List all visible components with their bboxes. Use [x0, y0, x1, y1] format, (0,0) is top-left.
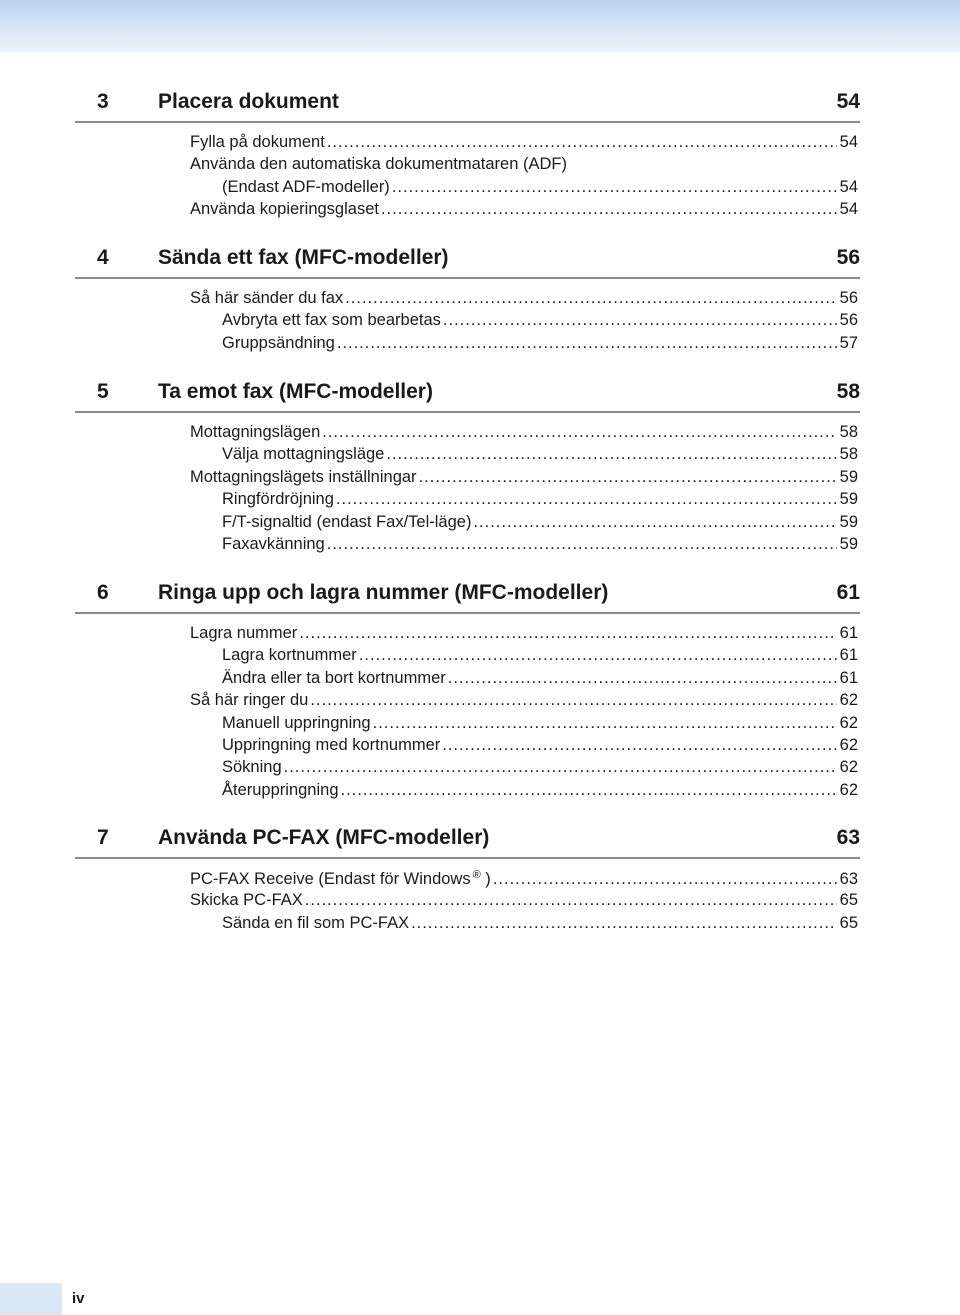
dot-leader: [473, 513, 836, 532]
chapter-number: 3: [97, 90, 109, 113]
dot-leader: [419, 468, 837, 487]
toc-entry[interactable]: [75, 736, 860, 758]
toc-entry-title: Sända en fil som PC-FAX: [222, 913, 410, 932]
toc-entry-page: 65: [839, 891, 858, 910]
toc-entry[interactable]: [75, 311, 860, 333]
toc-entry-title: Fylla på dokument: [190, 133, 325, 151]
toc-entry[interactable]: [75, 535, 860, 557]
toc-entry-title: Använda den automatiska dokumentmataren (ADF): [190, 155, 567, 174]
toc-entry-page: 61: [839, 624, 858, 642]
toc-entry-text: [222, 178, 390, 197]
dot-leader: [284, 758, 837, 777]
chapter-page-number: 56: [836, 246, 860, 269]
toc-entry-page: 57: [839, 333, 858, 352]
toc-entry-page: 54: [839, 200, 858, 219]
toc-entry-text: [190, 133, 325, 152]
toc-entry-text: [190, 468, 417, 487]
header-band: [0, 0, 960, 52]
dot-leader: [381, 200, 837, 219]
toc-entry-page: 62: [839, 713, 858, 732]
toc-entry-text: [222, 736, 440, 755]
chapter-number: 6: [97, 581, 109, 604]
chapter-3: [75, 85, 860, 223]
toc-entry-text: [222, 334, 335, 353]
toc-entry-title: (Endast ADF-modeller): [222, 177, 390, 196]
entry-list: [75, 624, 860, 803]
toc-entry[interactable]: [75, 869, 860, 891]
toc-entry-title: Avbryta ett fax som bearbetas: [222, 311, 441, 330]
toc-entry-title: Mottagningslägen: [190, 423, 321, 441]
toc-entry[interactable]: [75, 646, 860, 668]
toc-entry-page: 59: [839, 512, 858, 531]
toc-entry-title: Så här sänder du fax: [190, 289, 344, 307]
toc-entry-text: [222, 311, 441, 330]
dot-leader: [493, 870, 837, 889]
chapter-4: [75, 241, 860, 356]
toc-entry-page: 58: [839, 445, 858, 464]
toc-entry-text: [222, 445, 384, 464]
dot-leader: [327, 535, 837, 554]
chapter-heading[interactable]: [75, 821, 860, 859]
toc-entry-title: Mottagningslägets inställningar: [190, 467, 417, 486]
dot-leader: [345, 289, 836, 308]
toc-entry-page: 56: [839, 289, 858, 307]
toc-entry-text: [190, 869, 491, 889]
toc-entry-page: 62: [839, 758, 858, 777]
chapter-heading[interactable]: [75, 576, 860, 614]
toc-entry-page: 62: [839, 735, 858, 754]
toc-entry-title: Ringfördröjning: [222, 490, 334, 509]
toc-entry[interactable]: [75, 891, 860, 913]
toc-entry-title: Återuppringning: [222, 780, 339, 799]
entry-list: [75, 423, 860, 557]
dot-leader: [359, 646, 837, 665]
dot-leader: [442, 736, 836, 755]
toc-entry-text: [222, 714, 371, 733]
toc-entry-title: Lagra kortnummer: [222, 646, 357, 665]
toc-entry-title: Uppringning med kortnummer: [222, 735, 441, 754]
chapter-page-number: 54: [836, 90, 860, 113]
toc-entry[interactable]: [75, 155, 860, 177]
toc-entry-title: Faxavkänning: [222, 534, 325, 553]
toc-entry-text: [190, 289, 343, 308]
dot-leader: [299, 624, 836, 643]
toc-entry-title: Gruppsändning: [222, 333, 335, 352]
toc-entry-title: Ändra eller ta bort kortnummer: [222, 668, 446, 687]
dot-leader: [305, 891, 837, 910]
dot-leader: [373, 714, 837, 733]
chapter-page-number: 63: [836, 826, 860, 849]
registered-mark: ®: [472, 869, 481, 881]
dot-leader: [322, 423, 836, 442]
chapter-number: 4: [97, 246, 109, 269]
toc-entry[interactable]: [75, 513, 860, 535]
toc-entry[interactable]: [75, 691, 860, 713]
toc-entry[interactable]: [75, 289, 860, 311]
toc-entry-title: Välja mottagningsläge: [222, 445, 385, 464]
dot-leader: [411, 914, 837, 933]
entry-list: [75, 869, 860, 936]
toc-entry-page: 62: [839, 780, 858, 799]
toc-entry[interactable]: [75, 758, 860, 780]
toc-entry-text: [222, 781, 339, 800]
chapter-title: Ringa upp och lagra nummer (MFC-modeller): [158, 581, 609, 604]
toc-entry-text: [222, 490, 334, 509]
toc-entry[interactable]: [75, 334, 860, 356]
toc-entry-title: Manuell uppringning: [222, 713, 371, 732]
toc-entry-text: [222, 758, 282, 777]
chapter-title: Ta emot fax (MFC-modeller): [158, 380, 433, 403]
chapter-heading[interactable]: [75, 85, 860, 123]
entry-list: [75, 133, 860, 223]
dot-leader: [448, 669, 837, 688]
entry-list: [75, 289, 860, 356]
dot-leader: [337, 334, 837, 353]
toc-entry-title: Lagra nummer: [190, 624, 298, 642]
toc-entry-page: 63: [839, 870, 858, 888]
toc-entry-text: [190, 200, 379, 219]
dot-leader: [336, 490, 837, 509]
toc-entry-page: 59: [839, 490, 858, 509]
toc-entry-text: [190, 891, 303, 910]
toc-entry-page: 59: [839, 534, 858, 553]
toc-entry-page: 61: [839, 668, 858, 687]
toc-entry-page: 54: [839, 177, 858, 196]
toc-entry[interactable]: [75, 781, 860, 803]
toc-entry-text: [190, 423, 320, 442]
toc-entry-text: [222, 914, 409, 933]
toc-entry-page: 54: [839, 133, 858, 151]
toc-entry-title: PC-FAX Receive (Endast för Windows: [190, 870, 471, 888]
toc-entry-page: 61: [839, 646, 858, 665]
dot-leader: [341, 781, 837, 800]
chapter-number: 5: [97, 380, 109, 403]
chapter-7: [75, 821, 860, 936]
dot-leader: [327, 133, 837, 152]
toc-entry[interactable]: [75, 468, 860, 490]
toc-entry-title: Så här ringer du: [190, 691, 309, 710]
dot-leader: [443, 311, 837, 330]
toc-entry[interactable]: [75, 714, 860, 736]
toc-entry-text: [190, 624, 297, 643]
chapter-heading[interactable]: [75, 375, 860, 413]
toc-entry[interactable]: [75, 200, 860, 222]
dot-leader: [392, 178, 837, 197]
toc-entry-text: [222, 669, 446, 688]
dot-leader: [310, 691, 836, 710]
chapter-title: Sända ett fax (MFC-modeller): [158, 246, 449, 269]
toc-entry-text: [222, 535, 325, 554]
toc-entry[interactable]: [75, 133, 860, 155]
toc-entry-text: [222, 646, 357, 665]
chapter-page-number: 61: [836, 581, 860, 604]
toc-entry-page: 62: [839, 691, 858, 710]
chapter-6: [75, 576, 860, 803]
toc-entry[interactable]: [75, 490, 860, 512]
footer-band: [0, 1283, 62, 1315]
toc-entry[interactable]: [75, 624, 860, 646]
toc-entry[interactable]: [75, 445, 860, 467]
toc-entry-text: [190, 691, 308, 710]
toc-entry-title: Skicka PC-FAX: [190, 891, 303, 910]
dot-leader: [386, 445, 836, 464]
chapter-heading[interactable]: [75, 241, 860, 279]
toc-entry-page: 58: [839, 423, 858, 441]
toc-entry-text: [190, 155, 567, 174]
toc-entry-suffix: ): [480, 870, 491, 888]
chapter-5: [75, 375, 860, 557]
toc-entry-text: [222, 513, 471, 532]
toc-entry-title: F/T-signaltid (endast Fax/Tel-läge): [222, 512, 472, 531]
toc-entry[interactable]: [75, 423, 860, 445]
toc-entry-title: Sökning: [222, 758, 282, 777]
toc-entry-title: Använda kopieringsglaset: [190, 200, 379, 219]
chapter-number: 7: [97, 826, 109, 849]
chapter-title: Använda PC-FAX (MFC-modeller): [158, 826, 490, 849]
toc-entry[interactable]: [75, 178, 860, 200]
toc-entry[interactable]: [75, 914, 860, 936]
toc-entry[interactable]: [75, 669, 860, 691]
toc-entry-page: 56: [839, 311, 858, 330]
toc-entry-page: 65: [839, 913, 858, 932]
chapter-title: Placera dokument: [158, 90, 339, 113]
toc-entry-page: 59: [839, 467, 858, 486]
page-number-label: iv: [72, 1290, 85, 1307]
chapter-page-number: 58: [836, 380, 860, 403]
